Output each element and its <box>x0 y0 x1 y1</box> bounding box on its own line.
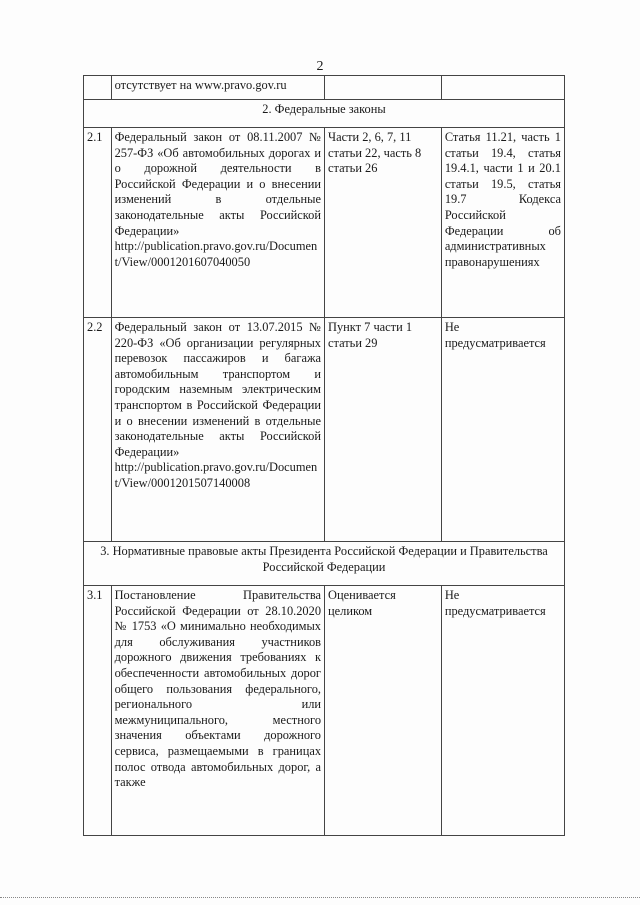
document-cell <box>111 128 324 318</box>
cell-num <box>84 76 112 100</box>
continuation-text: отсутствует на www.pravo.gov.ru <box>114 78 287 92</box>
table-row-3-1 <box>84 586 565 836</box>
section-row-president-government-acts <box>84 542 565 586</box>
liability-measures: Не предусматривается <box>441 318 564 542</box>
document-title: Постановление Правительства Российской Федерации от 28.10.2020 № 1753 «О минимально необходимых для обслуживания участников дорожного движения требованиях к обеспеченности автомобильных дорог общего пользования федерального, регионального или межмуниципального, местного значения объектами дорожного сервиса, размещаемыми в границах полос отвода автомобильных дорог, а также <box>111 586 324 836</box>
page-number: 2 <box>316 59 324 74</box>
section-row-federal-laws <box>84 100 565 128</box>
document-cell <box>111 318 324 542</box>
document-title: Федеральный закон от 13.07.2015 № 220-ФЗ «Об организации регулярных перевозок пассажиров и багажа автомобильным транспортом и городским наземным электрическим транспортом в Российской Федерации и о внесении изменений в отдельные законодательные акты Российской Федерации» <box>114 320 322 459</box>
row-number: 3.1 <box>84 586 112 836</box>
row-number: 2.1 <box>84 128 112 318</box>
table-row-continuation <box>84 76 565 100</box>
cell-resp <box>441 76 564 100</box>
row-number: 2.2 <box>84 318 112 542</box>
structural-units: Части 2, 6, 7, 11 статьи 22, часть 8 статьи 26 <box>325 128 442 318</box>
section-title: 2. Федеральные законы <box>84 100 565 128</box>
structural-units: Оценивается целиком <box>325 586 442 836</box>
table-row-2-1 <box>84 128 565 318</box>
document-title: Федеральный закон от 08.11.2007 № 257-ФЗ «Об автомобильных дорогах и о дорожной деятельности в Российской Федерации и о внесении изменений в отдельные законодательные акты Российской Федерации» <box>114 130 322 238</box>
document-link[interactable]: http://publication.pravo.gov.ru/Document/View/0001201607040050 <box>114 239 318 269</box>
bottom-scan-edge <box>0 897 640 898</box>
section-title: 3. Нормативные правовые акты Президента Российской Федерации и Правительства Российской Федерации <box>84 542 565 586</box>
liability-measures: Статья 11.21, часть 1 статьи 19.4, статья 19.4.1, части 1 и 20.1 статьи 19.5, статья 19.7 Кодекса Российской Федерации об административных правонарушениях <box>441 128 564 318</box>
cell-part <box>325 76 442 100</box>
table-row-2-2 <box>84 318 565 542</box>
cell-doc <box>111 76 324 100</box>
requirements-table <box>83 75 565 836</box>
document-link[interactable]: http://publication.pravo.gov.ru/Document/View/0001201507140008 <box>114 460 318 490</box>
structural-units: Пункт 7 части 1 статьи 29 <box>325 318 442 542</box>
liability-measures: Не предусматривается <box>441 586 564 836</box>
